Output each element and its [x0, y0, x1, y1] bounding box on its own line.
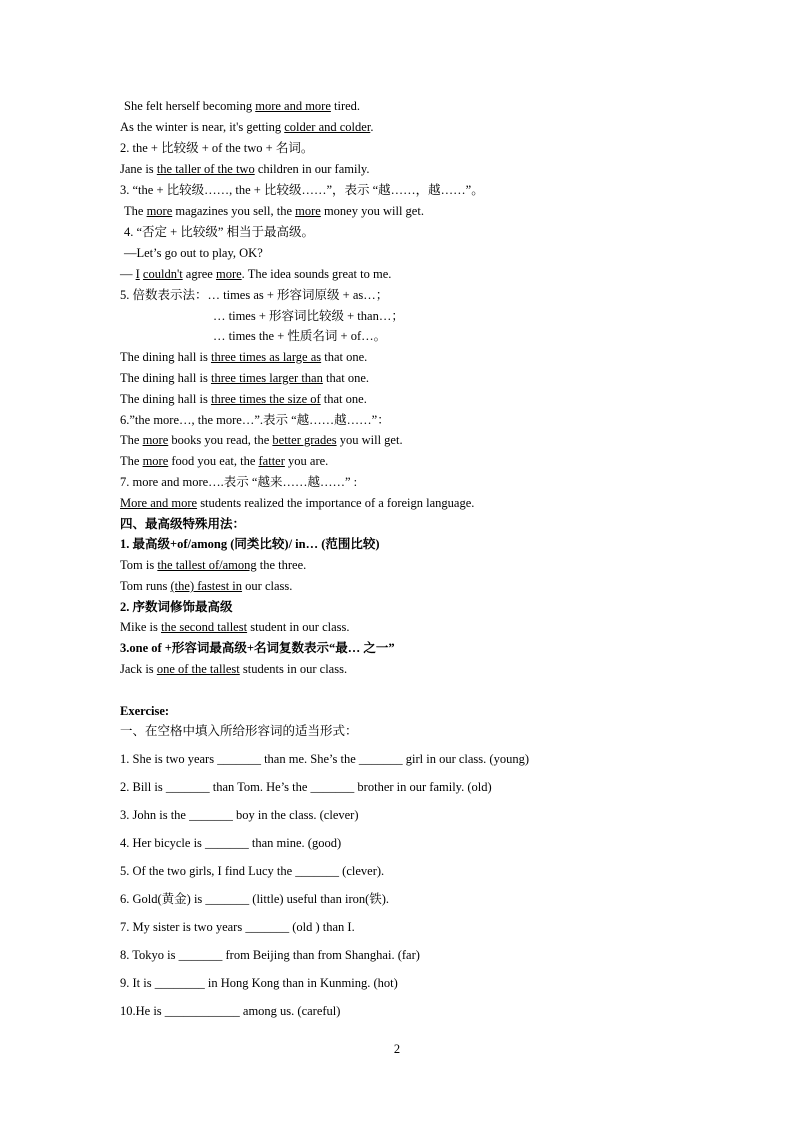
exercise-item: 5. Of the two girls, I find Lucy the _______ (clever). — [120, 864, 385, 878]
exercise-item: 1. She is two years _______ than me. She’s the _______ girl in our class. (young) — [120, 752, 529, 766]
exercise-item: 6. Gold(黄金) is _______ (little) useful than iron(铁). — [120, 892, 390, 906]
superlative-rule-1-example-1: Tom is the tallest of/among the three. — [120, 558, 307, 572]
exercise-item: 10.He is ____________ among us. (careful) — [120, 1004, 341, 1018]
exercise-instructions: 一、在空格中填入所给形容词的适当形式： — [120, 724, 358, 738]
page-number: 2 — [393, 1042, 401, 1056]
exercise-item: 3. John is the _______ boy in the class. (clever) — [120, 808, 359, 822]
exercise-item: 9. It is ________ in Hong Kong than in Kunming. (hot) — [120, 976, 398, 990]
superlative-rule-2-example: Mike is the second tallest student in our class. — [120, 620, 350, 634]
rule-5-formula-3: … times the + 性质名词 + of…。 — [213, 329, 387, 343]
exercise-item: 4. Her bicycle is _______ than mine. (good) — [120, 836, 342, 850]
rule-3-example: The more magazines you sell, the more money you will get. — [124, 204, 424, 218]
rule-5-title: 5. 倍数表示法：… times as + 形容词原级 + as…； — [120, 288, 389, 302]
superlative-rule-1-example-2: Tom runs (the) fastest in our class. — [120, 579, 293, 593]
superlative-heading: 四、最高级特殊用法： — [120, 517, 246, 531]
rule-6-title: 6.”the more…, the more…”.表示 “越……越……”： — [120, 413, 390, 427]
exercise-item: 8. Tokyo is _______ from Beijing than from Shanghai. (far) — [120, 948, 420, 962]
exercise-item: 7. My sister is two years _______ (old ) than I. — [120, 920, 355, 934]
rule-5-example-1: The dining hall is three times as large as that one. — [120, 350, 368, 364]
rule-6-example-1: The more books you read, the better grades you will get. — [120, 433, 403, 447]
exercise-heading: Exercise: — [120, 704, 170, 718]
rule-5-example-2: The dining hall is three times larger than that one. — [120, 371, 370, 385]
rule-4-title: 4. “否定 + 比较级” 相当于最高级。 — [124, 225, 315, 239]
rule-2-example: Jane is the taller of the two children in our family. — [120, 162, 370, 176]
rule-5-formula-2: … times + 形容词比较级 + than…； — [213, 309, 404, 323]
rule-2-title: 2. the + 比较级 + of the two + 名词。 — [120, 141, 314, 155]
superlative-rule-3-example: Jack is one of the tallest students in our class. — [120, 662, 348, 676]
superlative-rule-3-title: 3.one of +形容词最高级+名词复数表示“最… 之一” — [120, 641, 395, 655]
rule-5-example-3: The dining hall is three times the size of that one. — [120, 392, 367, 406]
rule-7-title: 7. more and more….表示 “越来……越……” : — [120, 475, 358, 489]
rule-4-question: —Let’s go out to play, OK? — [124, 246, 263, 260]
sentence-colder-and-colder: As the winter is near, it's getting colder and colder. — [120, 120, 374, 134]
superlative-rule-2-title: 2. 序数词修饰最高级 — [120, 600, 233, 614]
rule-7-example: More and more students realized the importance of a foreign language. — [120, 496, 475, 510]
superlative-rule-1-title: 1. 最高级+of/among (同类比较)/ in… (范围比较) — [120, 537, 380, 551]
rule-3-title: 3. “the + 比较级……, the + 比较级……”，表示 “越……，越……”。 — [120, 183, 484, 197]
rule-6-example-2: The more food you eat, the fatter you are. — [120, 454, 329, 468]
exercise-item: 2. Bill is _______ than Tom. He’s the _______ brother in our family. (old) — [120, 780, 492, 794]
rule-4-answer: — I couldn't agree more. The idea sounds great to me. — [120, 267, 392, 281]
sentence-more-and-more-tired: She felt herself becoming more and more tired. — [124, 99, 361, 113]
